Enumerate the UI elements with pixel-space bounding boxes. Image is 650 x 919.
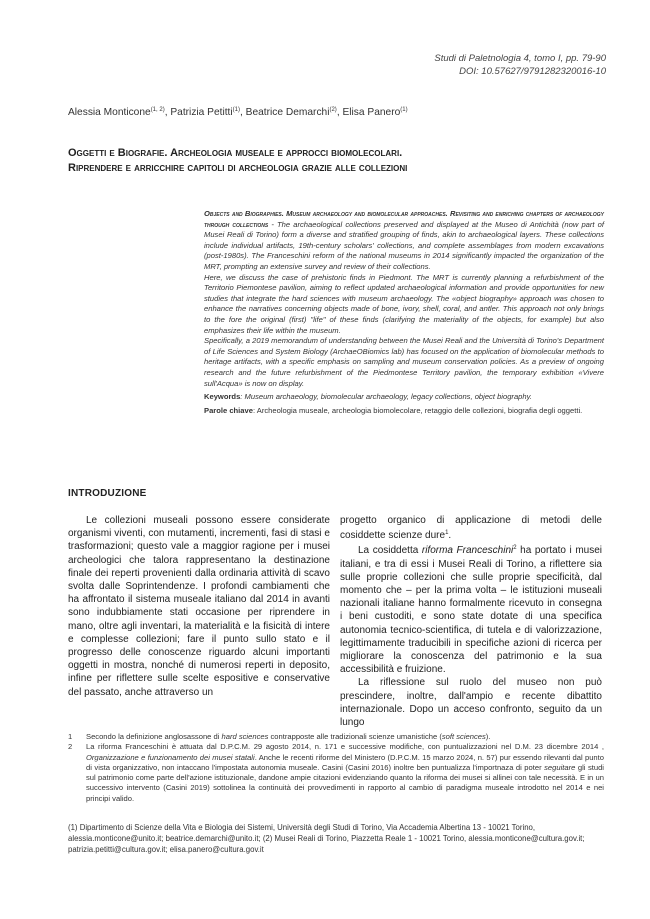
footnote-italic: hard sciences (221, 732, 269, 741)
abstract-paragraph-3: Specifically, a 2019 memorandum of understanding between the Musei Reali and the Università di Torino's Department of Life Sciences and System Biology (ArchaeOBiomics lab) has focused on the application of biomolecular methods to heritage artifacts, with a specific emphasis on sampling and museum conservation policies. As a preview of ongoing research and the future refurbishment of the Piedmontese Territory pavilion, the temporary exhibition «Vivere sull'Acqua» is now on display. (204, 336, 604, 388)
author-name: Alessia Monticone (68, 107, 151, 118)
affiliations: (1) Dipartimento di Scienze della Vita e Biologia dei Sistemi, Università degli Studi di Torino, Via Accademia Albertina 13 - 10021 Torino, alessia.monticone@unito.it; beatrice.demarchi@unito.it; (2) Musei Reali di Torino, Piazzetta Reale 1 - 10021 Torino, alessia.monticone@cultura.gov.it; patrizia.petitti@cultura.gov.it; elisa.panero@cultura.gov.it (68, 823, 585, 854)
body-paragraph (340, 542, 602, 676)
footnote-number: 2 (68, 742, 73, 752)
footnote-segment: contrapposte alle tradizionali scienze umanistiche ( (268, 732, 442, 741)
author-name: Beatrice Demarchi (245, 107, 330, 118)
author-name: Patrizia Petitti (170, 107, 233, 118)
abstract-heading: Objects and Biographies. Museum archaeology and biomolecular approaches. Revisiting and enriching chapters of archaeology through collections (204, 209, 604, 229)
footnote-ref[interactable]: 1 (445, 530, 449, 537)
body-text: . (448, 530, 452, 542)
body-paragraph: Le collezioni museali possono essere considerate organismi viventi, con mutamenti, incrementi, fasi di stasi e trasformazioni; questo vale a maggior ragione per i musei archeologici che talora rappresentano la destinazione finale dei reperti provenienti dalla ordinaria attività di scavo svolta dalle Soprintendenze. I profondi cambiamenti che ha affrontato il sistema museale italiano dal 2014 in avanti sono indubbiamente stati occasione per riprendere in mano, oltre agli inventari, la materialità e la fisicità di intere e complesse collezioni; fare il punto sullo stato e il progresso delle conoscenze riguardo alcuni importanti oggetti in mostra, nonché di numerosi reperti in deposito, infine per riflettere sulle scelte espositive e conservative del passato, anche attraverso un (68, 515, 330, 698)
abstract-paragraph-2: Here, we discuss the case of prehistoric finds in Piedmont. The MRT is currently planning a refurbishment of the Territorio Piemontese pavilion, aiming to reflect updated archaeological information and provide opportunities for new studies that integrate the hard sciences with museum archaeology. The «object biography» approach was chosen to enhance the narratives concerning objects made of bone, ivory, shell, coral, and antler. This approach not only brings to the fore the original (first) "life" of these finds (clarifying the materiality of the objects, for example) but also emphasizes their life within the museum. (204, 272, 604, 335)
keywords-text: : Museum archaeology, biomolecular archaeology, legacy collections, object biography. (240, 392, 532, 402)
author-affiliation: (2) (329, 107, 337, 113)
body-italic: riforma Franceschini (421, 545, 514, 557)
author-affiliation: (1, 2) (150, 107, 165, 113)
footnote-segment: ). (485, 732, 491, 741)
author-list: Alessia Monticone$^{(1, 2)}$, Patrizia Petitti$^{(1)}$, Beatrice Demarchi$^{(2)}$, Elisa Panero$^{(1)}$ (68, 107, 408, 118)
footnote-segment: La riforma Franceschini è attuata dal D.P.C.M. 29 agosto 2014, n. 171 e successive modifiche, con puntualizzazioni nel D.M. 23 dicembre 2014 , (86, 742, 604, 752)
title-line-1: Oggetti e Biografie. Archeologia museale e approcci biomolecolari. (68, 147, 403, 159)
body-column-right (340, 514, 602, 729)
body-column-left (68, 514, 330, 699)
keywords (204, 392, 604, 403)
section-heading: INTRODUZIONE (68, 488, 147, 499)
journal-citation: Studi di Paletnologia 4, tomo I, pp. 79-90 (434, 53, 606, 64)
title-line-2: Riprendere e arricchire capitoli di archeologia grazie alle collezioni (68, 161, 408, 174)
abstract-text: - The archaeological collections preserved and displayed at the Museo di Antichità (now part of Musei Reali di Torino) form a diverse and stratified grouping of finds, akin to archaeological layers. These collections include individual artifacts, 19th-century scholars' collections, and complete assemblages from modern excavations (post-1980s). The Franceschini reform of the national museums in 2014 significantly impacted the organization of the MRT, prompting an extensive survey and review of their collections. (204, 219, 604, 271)
footnotes (68, 732, 604, 804)
running-header (434, 52, 606, 78)
footnote (68, 732, 604, 742)
footnote-text (86, 742, 604, 804)
footnote-number: 1 (68, 732, 73, 741)
body-paragraph (340, 514, 602, 542)
footnote-ref[interactable]: 2 (513, 545, 517, 552)
abstract-paragraph-1 (204, 209, 604, 273)
footnote-segment: gli studi sul patrimonio come parte dell'azione istituzionale, dandone ampie citazioni evidenziando quanto la riforma dei musei si allinei con tale necessità. E in un successivo intervento (Casini 2019) sottolinea la continuità dei provvedimenti in rapporto al cambio di paradigma museale introdotto nel 2014 e nei principi valido. (86, 762, 604, 803)
body-text: La cosiddetta (358, 545, 422, 557)
author-affiliation: (1) (232, 107, 240, 113)
body-paragraph: La riflessione sul ruolo del museo non può prescindere, inoltre, dall'ampio e recente dibattito internazionale. Dopo un acceso confronto, seguito da un lungo (340, 677, 602, 729)
parole-label: Parole chiave (204, 405, 253, 415)
author-affiliation: (1) (400, 107, 408, 113)
author-name: Elisa Panero (342, 107, 401, 118)
footnote-segment: . Anche le recenti riforme del Ministero (D.P.C.M. 15 marzo 2024, n. 57) pur essendo rilevanti dal punto di vista organizzativo, non intaccano l'impostata autonomia museale. Casini (Casini 2016) inoltre ben puntualizza l'importnaza di poter (86, 752, 604, 772)
keywords-label: Keywords (204, 392, 241, 402)
parole-chiave (204, 406, 604, 417)
paper-title (68, 146, 407, 175)
doi: DOI: 10.57627/9791282320016-10 (459, 66, 606, 77)
footnote-italic: Organizzazione e funzionamento dei musei statali (86, 752, 255, 762)
footnote-text (86, 732, 604, 742)
footnote (68, 742, 604, 804)
parole-text: : Archeologia museale, archeologia biomolecolare, retaggio delle collezioni, biografia degli oggetti. (252, 405, 583, 415)
body-text: ha portato i musei italiani, e tra di essi i Musei Reali di Torino, a riflettere sia sulle proprie collezioni che sulle proprie specificità, dal momento che – per la prima volta – le istituzioni museali nazionali italiane hanno formalmente ricevuto in consegna i beni custoditi, e sono state dotate di una specifica autonomia tecnico-scientifica, di tutela e di valorizzazione, legittimamente traducibili in specifiche azioni di ricerca per migliorare la conoscenza del patrimonio e la sua accessibilità e fruizione. (340, 545, 603, 676)
footnote-segment: Secondo la definizione anglosassone di (86, 732, 222, 741)
abstract (204, 209, 604, 416)
body-text: progetto organico di applicazione di metodi delle cosiddette scienze dure (340, 515, 602, 542)
footnote-italic: seguitare (544, 762, 576, 772)
footnote-italic: soft sciences (441, 732, 486, 741)
